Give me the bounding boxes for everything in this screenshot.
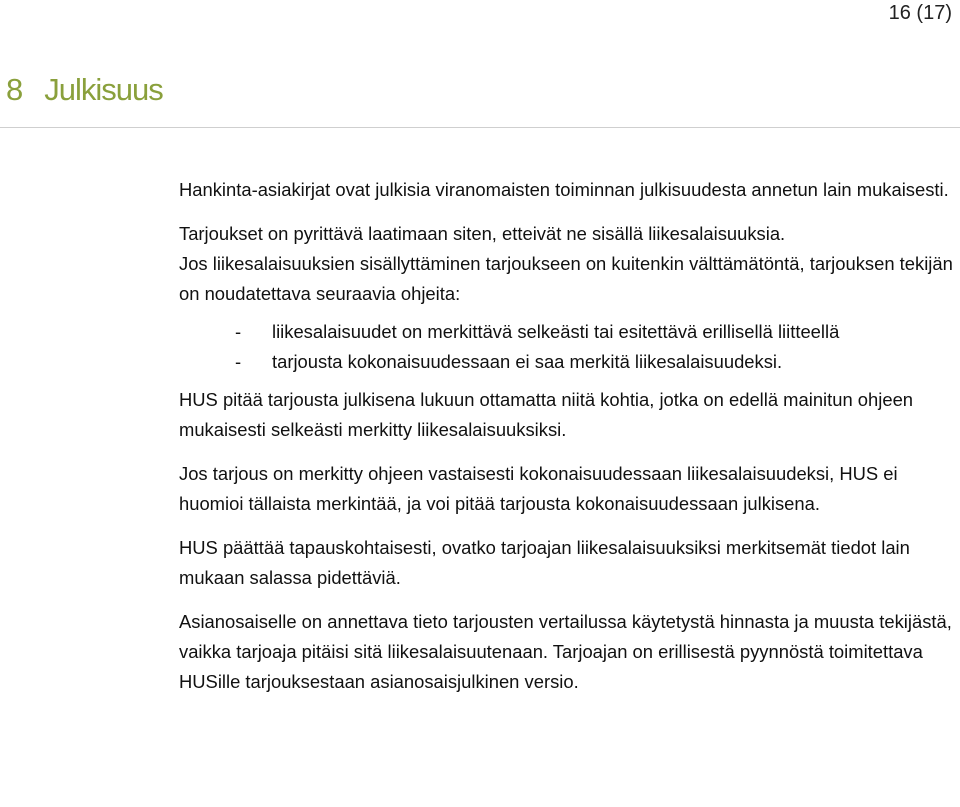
instructions-list: [179, 317, 954, 377]
paragraph-avoid-secrets: Tarjoukset on pyrittävä laatimaan siten, etteivät ne sisällä liikesalaisuuksia.: [179, 223, 786, 244]
section-title: Julkisuus: [44, 72, 163, 107]
list-item-text: liikesalaisuudet on merkittävä selkeästi tai esitettävä erillisellä liitteellä: [272, 321, 840, 342]
paragraph-improper-marking: Jos tarjous on merkitty ohjeen vastaisesti kokonaisuudessaan liikesalaisuudeksi, HUS ei huomioi tällaista merkintää, ja voi pitää tarjousta kokonaisuudessaan julkisena.: [179, 463, 898, 514]
page-number: 16 (17): [888, 2, 952, 24]
document-body: [179, 175, 954, 697]
paragraph-instructions-intro: Jos liikesalaisuuksien sisällyttäminen tarjoukseen on kuitenkin välttämätöntä, tarjouksen tekijän on noudatettava seuraavia ohjeita:: [179, 253, 953, 304]
section-heading: [6, 72, 163, 108]
list-item: [179, 347, 954, 377]
paragraph-public-documents: Hankinta-asiakirjat ovat julkisia viranomaisten toiminnan julkisuudesta annetun lain mukaisesti.: [179, 179, 949, 200]
paragraph-hus-public: HUS pitää tarjousta julkisena lukuun ottamatta niitä kohtia, jotka on edellä mainitun ohjeen mukaisesti selkeästi merkitty liikesalaisuuksiksi.: [179, 389, 914, 440]
list-item-text: tarjousta kokonaisuudessaan ei saa merkitä liikesalaisuudeksi.: [272, 351, 783, 372]
heading-divider: [0, 127, 960, 128]
section-number: 8: [6, 72, 23, 107]
paragraph-party-information: Asianosaiselle on annettava tieto tarjousten vertailussa käytetystä hinnasta ja muusta tekijästä, vaikka tarjoaja pitäisi sitä liikesalaisuutenaan. Tarjoajan on erillisestä pyynnöstä toimitettava HUSille tarjouksestaan asianosaisjulkinen versio.: [179, 611, 952, 692]
list-item: [179, 317, 954, 347]
paragraph-case-by-case: HUS päättää tapauskohtaisesti, ovatko tarjoajan liikesalaisuuksiksi merkitsemät tiedot lain mukaan salassa pidettäviä.: [179, 537, 910, 588]
bullet-marker: -: [235, 351, 242, 372]
bullet-marker: -: [235, 321, 242, 342]
